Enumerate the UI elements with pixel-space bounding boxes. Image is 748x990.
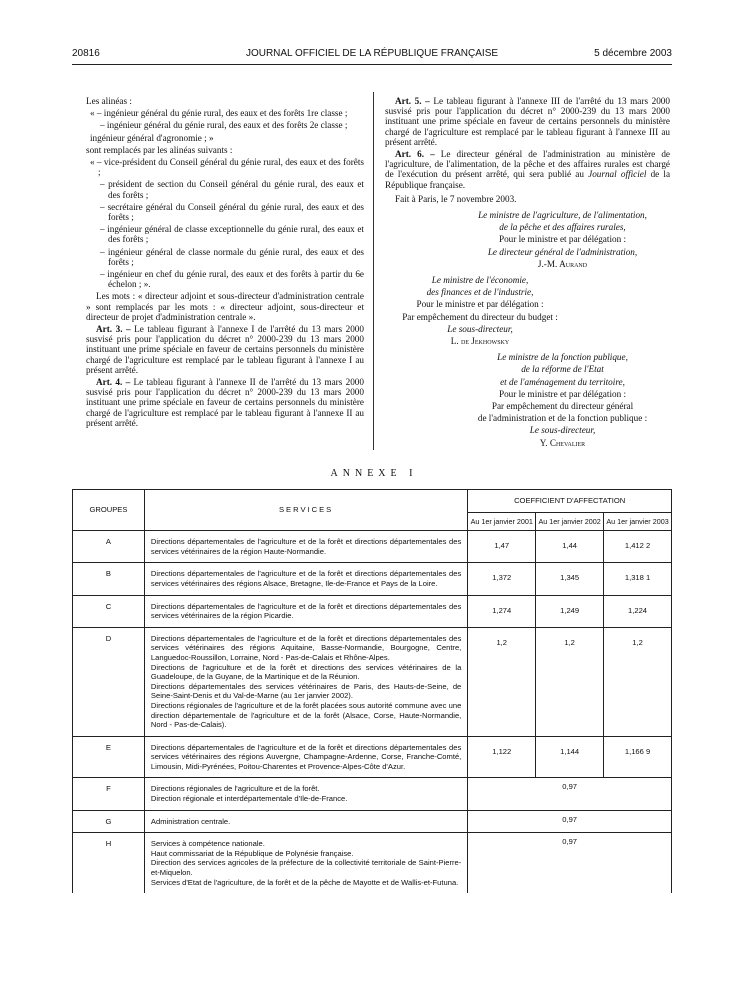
- service-line: Administration centrale.: [150, 816, 231, 826]
- article-label: Art. 5. –: [395, 96, 430, 106]
- list-item: – ingénieur en chef du génie rural, des eaux et des forêts à partir du 6e échelon ; ».: [100, 269, 364, 290]
- list-item: – ingénieur général du génie rural, des eaux et des forêts 2e classe ;: [100, 120, 348, 131]
- article-3: [86, 324, 364, 375]
- coefficient-cell: 0,97: [468, 778, 672, 810]
- coefficient-cell: 1,2: [468, 627, 536, 736]
- column-header-2001: Au 1er janvier 2001: [468, 512, 536, 531]
- services-cell: [144, 778, 467, 810]
- coefficient-cell: 1,372: [468, 563, 536, 595]
- left-column: [86, 96, 364, 430]
- article-4: [86, 377, 364, 428]
- signatory-title: Le sous-directeur,: [447, 323, 513, 334]
- coefficient-cell: 1,274: [468, 595, 536, 627]
- column-header-groupes: GROUPES: [73, 490, 145, 531]
- coefficient-cell: 1,412 2: [604, 531, 672, 563]
- article-text: Le tableau figurant à l'annexe I de l'arrêté du 13 mars 2000 susvisé pris pour l'application du décret n° 2000-239 du 13 mars 2000 instituant une prime spéciale en faveur de certains personnels du ministère chargé de l'agriculture est remplacé par le tableau figurant à l'annexe I au présent arrêté.: [86, 324, 364, 375]
- group-cell: E: [73, 736, 145, 778]
- signatory-title: Le ministre de l'économie,: [431, 275, 529, 286]
- signatory-name: L. de Jekhowsky: [450, 336, 510, 347]
- delegation-line: Pour le ministre et par délégation :: [498, 234, 627, 245]
- table-row: [73, 563, 672, 595]
- annex-title: ANNEXE I: [330, 468, 418, 479]
- coefficient-cell: 1,47: [468, 531, 536, 563]
- signature-block-economie: [385, 275, 575, 346]
- services-cell: [144, 595, 467, 627]
- column-header-services: SERVICES: [144, 490, 467, 531]
- coefficient-cell: 1,166 9: [604, 736, 672, 778]
- coefficient-cell: 1,122: [468, 736, 536, 778]
- signatory-title: Le ministre de l'agriculture, de l'alimentation,: [478, 210, 647, 221]
- journal-title: JOURNAL OFFICIEL DE LA RÉPUBLIQUE FRANÇAISE: [245, 48, 499, 59]
- paragraph: Les mots : « directeur adjoint et sous-directeur d'administration centrale » sont remplacés par les mots : « directeur adjoint, sous-directeur et directeur de projet d'administration centrale ».: [86, 291, 364, 322]
- coefficient-cell: 1,224: [604, 595, 672, 627]
- service-line: Haut commissariat de la République de Polynésie française.: [150, 848, 354, 858]
- service-line: Directions départementales des services vétérinaires de Paris, des Hauts-de-Seine, de Seine-Saint-Denis et du Val-de-Marne (au 1er janvier 2002).: [150, 681, 462, 701]
- column-header-2003: Au 1er janvier 2003: [604, 512, 672, 531]
- service-line: Direction régionale et interdépartementale d'Ile-de-France.: [150, 794, 348, 804]
- table-row: [73, 778, 672, 810]
- paragraph: Les alinéas :: [86, 96, 132, 106]
- signatory-title: Le directeur général de l'administration,: [487, 246, 638, 257]
- service-line: Directions départementales de l'agriculture et de la forêt et directions départementales des services vétérinaires des régions Alsace, Bretagne, Ile-de-France et Pays de la Loire.: [150, 569, 462, 588]
- delegation-line: Pour le ministre et par délégation :: [498, 388, 627, 399]
- service-line: Direction des services agricoles de la préfecture de la collectivité territoriale de Saint-Pierre-et-Miquelon.: [150, 858, 462, 878]
- table-row: [73, 810, 672, 833]
- group-cell: A: [73, 531, 145, 563]
- table-row: [73, 595, 672, 627]
- article-text: de la République française.: [385, 169, 671, 190]
- issue-date: 5 décembre 2003: [594, 48, 672, 59]
- service-line: Services d'Etat de l'agriculture, de la forêt et de la pêche de Mayotte et de Wallis-et-Futuna.: [150, 877, 459, 887]
- article-text: Le tableau figurant à l'annexe II de l'arrêté du 13 mars 2000 susvisé pris pour l'application du décret n° 2000-239 du 13 mars 2000 instituant une prime spéciale en faveur de certains personnels du ministère chargé de l'agriculture est remplacé par le tableau figurant à l'annexe II au présent arrêté.: [86, 377, 364, 428]
- signatory-title: de la réforme de l'Etat: [521, 364, 604, 375]
- table-row: [73, 736, 672, 778]
- service-line: Directions de l'agriculture et de la forêt et directions des services vétérinaires de la Guadeloupe, de la Guyane, de la Martinique et de la Réunion.: [150, 662, 462, 682]
- table-body: [73, 531, 672, 894]
- article-label: Art. 4. –: [96, 377, 131, 388]
- service-line: Directions départementales de l'agriculture et de la forêt et directions départementales des services vétérinaires des régions Auvergne, Champagne-Ardenne, Corse, Franche-Comté, Limousin, Midi-Pyrénées, Poitou-Charentes et Provence-Alpes-Côte d'Azur.: [150, 742, 462, 771]
- article-label: Art. 3. –: [96, 324, 131, 335]
- coefficient-cell: 0,97: [468, 810, 672, 833]
- page-header: [72, 48, 672, 62]
- services-cell: [144, 531, 467, 563]
- article-5: [385, 96, 670, 147]
- article-text: Le directeur général de l'administration au ministère de l'agriculture, de l'alimentation, de la pêche et des affaires rurales est chargé de l'exécution du présent arrêté, qui sera publié au: [385, 149, 670, 180]
- service-line: Directions régionales de l'agriculture et de la forêt placées sous autorité commune avec une direction départementale de l'agriculture et de la forêt (Alsace, Corse, Haute-Normandie, Nord - Pas-de-Calais).: [150, 700, 462, 730]
- signatory-title: de la pêche et des affaires rurales,: [499, 222, 626, 233]
- coefficient-cell: 1,44: [536, 531, 604, 563]
- list-item: – ingénieur général de classe normale du génie rural, des eaux et des forêts ;: [100, 246, 364, 267]
- coefficient-cell: 0,97: [468, 833, 672, 893]
- service-line: Services à compétence nationale.: [150, 839, 265, 849]
- group-cell: D: [73, 627, 145, 736]
- signatory-title: Le ministre de la fonction publique,: [497, 352, 628, 363]
- article-6: [385, 149, 670, 190]
- journal-name: Journal officiel: [588, 169, 647, 180]
- list-item: – président de section du Conseil général du génie rural, des eaux et des forêts ;: [100, 179, 364, 200]
- article-text: Le tableau figurant à l'annexe III de l'arrêté du 13 mars 2000 susvisé pris pour l'application du décret n° 2000-239 du 13 mars 2000 instituant une prime spéciale en faveur de certains personnels du ministère chargé de l'agriculture est remplacé par le tableau figurant à l'annexe III au présent arrêté.: [385, 96, 670, 147]
- list-item: – secrétaire général du Conseil général du génie rural, des eaux et des forêts ;: [100, 201, 364, 223]
- group-cell: H: [73, 833, 145, 893]
- coefficient-cell: 1,2: [536, 627, 604, 736]
- services-cell: [144, 736, 467, 778]
- services-cell: [144, 833, 467, 893]
- group-cell: F: [73, 778, 145, 810]
- group-cell: C: [73, 595, 145, 627]
- column-divider: [373, 92, 374, 450]
- right-column: [385, 96, 670, 450]
- table-row: [73, 531, 672, 563]
- paragraph: sont remplacés par les alinéas suivants :: [86, 144, 233, 155]
- coefficient-cell: 1,318 1: [604, 563, 672, 595]
- signatory-title: et de l'aménagement du territoire,: [500, 376, 625, 387]
- service-line: Directions départementales de l'agriculture et de la forêt et directions départementales des services vétérinaires des régions Aquitaine, Basse-Normandie, Bourgogne, Centre, Languedoc-Roussillon, Lorraine, Nord - Pas-de-Calais et Rhône-Alpes.: [150, 633, 462, 662]
- signatory-title: des finances et de l'industrie,: [426, 287, 534, 298]
- group-cell: B: [73, 563, 145, 595]
- list-item: « – vice-président du Conseil général du génie rural, des eaux et des forêts ;: [90, 157, 364, 178]
- column-header-coefficient: COEFFICIENT D'AFFECTATION: [468, 490, 672, 513]
- table-row: [73, 833, 672, 893]
- list-item: – ingénieur général de classe exceptionnelle du génie rural, des eaux et des forêts ;: [100, 224, 364, 245]
- list-item: ingénieur général d'agronomie ; »: [90, 132, 214, 143]
- delegation-line: de l'administration et de la fonction publique :: [477, 413, 648, 424]
- coefficient-cell: 1,249: [536, 595, 604, 627]
- delegation-line: Par empêchement du directeur du budget :: [402, 311, 558, 322]
- services-cell: [144, 810, 467, 833]
- service-line: Directions régionales de l'agriculture et de la forêt.: [150, 784, 320, 794]
- coefficient-cell: 1,2: [604, 627, 672, 736]
- signature-date: Fait à Paris, le 7 novembre 2003.: [395, 193, 517, 204]
- service-line: Directions départementales de l'agriculture et de la forêt et directions départementales des services vétérinaires de la région Haute-Normandie.: [150, 537, 462, 556]
- signature-block-agriculture: [385, 210, 670, 269]
- coefficient-cell: 1,345: [536, 563, 604, 595]
- header-rule: [72, 64, 672, 65]
- delegation-line: Par empêchement du directeur général: [491, 401, 634, 412]
- table-row: [73, 627, 672, 736]
- group-cell: G: [73, 810, 145, 833]
- service-line: Directions départementales de l'agriculture et de la forêt et directions départementales des services vétérinaires de la région Picardie.: [150, 601, 462, 621]
- coefficient-cell: 1,144: [536, 736, 604, 778]
- signature-block-fonction-publique: [385, 352, 670, 448]
- delegation-line: Pour le ministre et par délégation :: [416, 299, 544, 310]
- services-cell: [144, 563, 467, 595]
- signatory-name: J.-M. Aurand: [537, 258, 588, 269]
- column-header-2002: Au 1er janvier 2002: [536, 512, 604, 531]
- article-label: Art. 6. –: [395, 149, 435, 160]
- signatory-name: Y. Chevalier: [539, 437, 586, 448]
- signatory-title: Le sous-directeur,: [529, 425, 596, 436]
- list-item: « – ingénieur général du génie rural, des eaux et des forêts 1re classe ;: [90, 108, 348, 119]
- services-cell: [144, 627, 467, 736]
- page-number: 20816: [72, 48, 100, 59]
- coefficient-table: [72, 489, 672, 893]
